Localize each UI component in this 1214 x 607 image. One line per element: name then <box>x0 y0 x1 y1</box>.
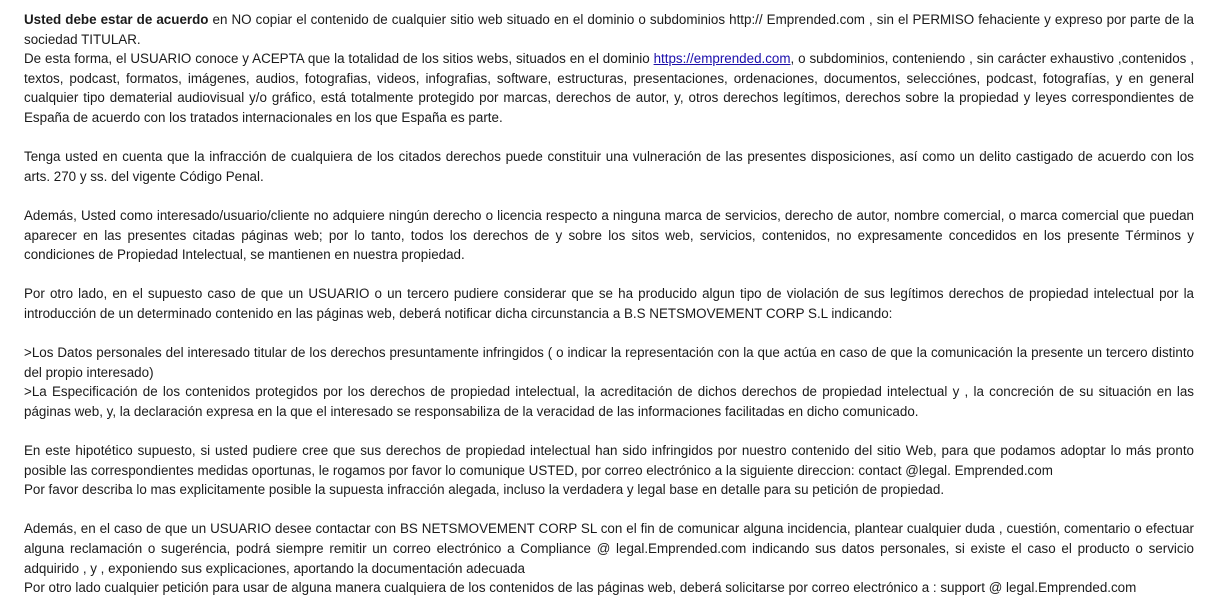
paragraph-penal-code: Tenga usted en cuenta que la infracción de cualquiera de los citados derechos puede constituir una vulneración de las presentes disposiciones, así como un delito castigado de acuerdo con los arts. 270 y ss. del vigente Código Penal. <box>24 149 1194 184</box>
list-item-specification: >La Especificación de los contenidos protegidos por los derechos de propiedad intelectual, la acreditación de dichos derechos de propiedad intelectual y , la concreción de su situación en las páginas web, y, la declaración expresa en la que el interesado se responsabiliza de la veracidad de las informaciones facilitadas en dicho comunicado. <box>24 384 1194 419</box>
paragraph-describe-infringement: Por favor describa lo mas explicitamente posible la supuesta infracción alegada, incluso la verdadera y legal base en detalle para su petición de propiedad. <box>24 482 945 498</box>
paragraph-violation-notice: Por otro lado, en el supuesto caso de que un USUARIO o un tercero pudiere considerar que se ha producido algun tipo de violación de sus legítimos derechos de propiedad intelectual por la introducción de un determinado contenido en las páginas web, deberá notificar dicha circunstancia a B.S NETSMOVEMENT CORP S.L indicando: <box>24 286 1194 321</box>
copy-notice-text: en NO copiar el contenido de cualquier sitio web situado en el dominio o subdominios http:// Emprended.com , sin el PERMISO fehaciente y expreso por parte de la sociedad TITULAR. <box>24 12 1194 47</box>
paragraph-contact-compliance: Además, en el caso de que un USUARIO desee contactar con BS NETSMOVEMENT CORP SL con el fin de comunicar alguna incidencia, plantear cualquier duda , cuestión, comentario o efectuar alguna reclamación o sugeréncia, podrá siempre remitir un correo electrónico a Compliance @ legal.Emprended.com indicando sus datos personales, si existe el caso el producto o servicio adquirido , y , exponiendo sus explicaciones, aportando la documentación adecuada <box>24 521 1194 576</box>
paragraph-contact-infringement: En este hipotético supuesto, si usted pudiere cree que sus derechos de propiedad intelectual han sido infringidos por nuestro contenido del sitio Web, para que podamos adoptar lo más pronto posible las correspondientes medidas oportunas, le rogamos por favor lo comunique USTED, por correo electrónico a la siguiente direccion: contact @legal. Emprended.com <box>24 443 1194 478</box>
paragraph-support-request: Por otro lado cualquier petición para usar de alguna manera cualquiera de los contenidos de las páginas web, deberá solicitarse por correo electrónico a : support @ legal.Emprended.com <box>24 580 1137 596</box>
paragraph-copy-notice <box>24 10 1194 128</box>
legal-document <box>24 10 1194 598</box>
paragraph-no-license: Además, Usted como interesado/usuario/cliente no adquiere ningún derecho o licencia respecto a ninguna marca de servicios, derecho de autor, nombre comercial, o marca comercial que puedan aparecer en las presentes citadas páginas web; por lo tanto, todos los derechos de y sobre los sitos web, servicios, contenidos, no expresamente concedidos en los presente Términos y condiciones de Propiedad Intelectual, se mantienen en nuestra propiedad. <box>24 207 1194 263</box>
acceptance-text: De esta forma, el USUARIO conoce y ACEPTA que la totalidad de los sitios webs, situados en el dominio <box>24 51 654 67</box>
list-item-personal-data: >Los Datos personales del interesado titular de los derechos presuntamente infringidos ( o indicar la representación con la que actúa en caso de que la comunicación la presente un tercero distinto del propio interesado) <box>24 345 1194 380</box>
domain-link[interactable]: https://emprended.com <box>653 51 791 67</box>
lead-phrase: Usted debe estar de acuerdo <box>24 12 209 27</box>
protected-content-text: , o subdominios, conteniendo , sin carácter exhaustivo ,contenidos , textos, podcast, formatos, imágenes, audios, fotografias, videos, infografias, software, estructuras, presentaciones, ordenaciones, documentos, selecciónes, podcast, fotografías, y en general cualquier tipo dematerial audiovisual y/o gráfico, está totalmente protegido por marcas, derechos de autor, y, otros derechos legítimos, derechos sobre la propiedad y leyes correspondientes de España de acuerdo con los tratados internacionales en los que España es parte. <box>24 51 1194 125</box>
